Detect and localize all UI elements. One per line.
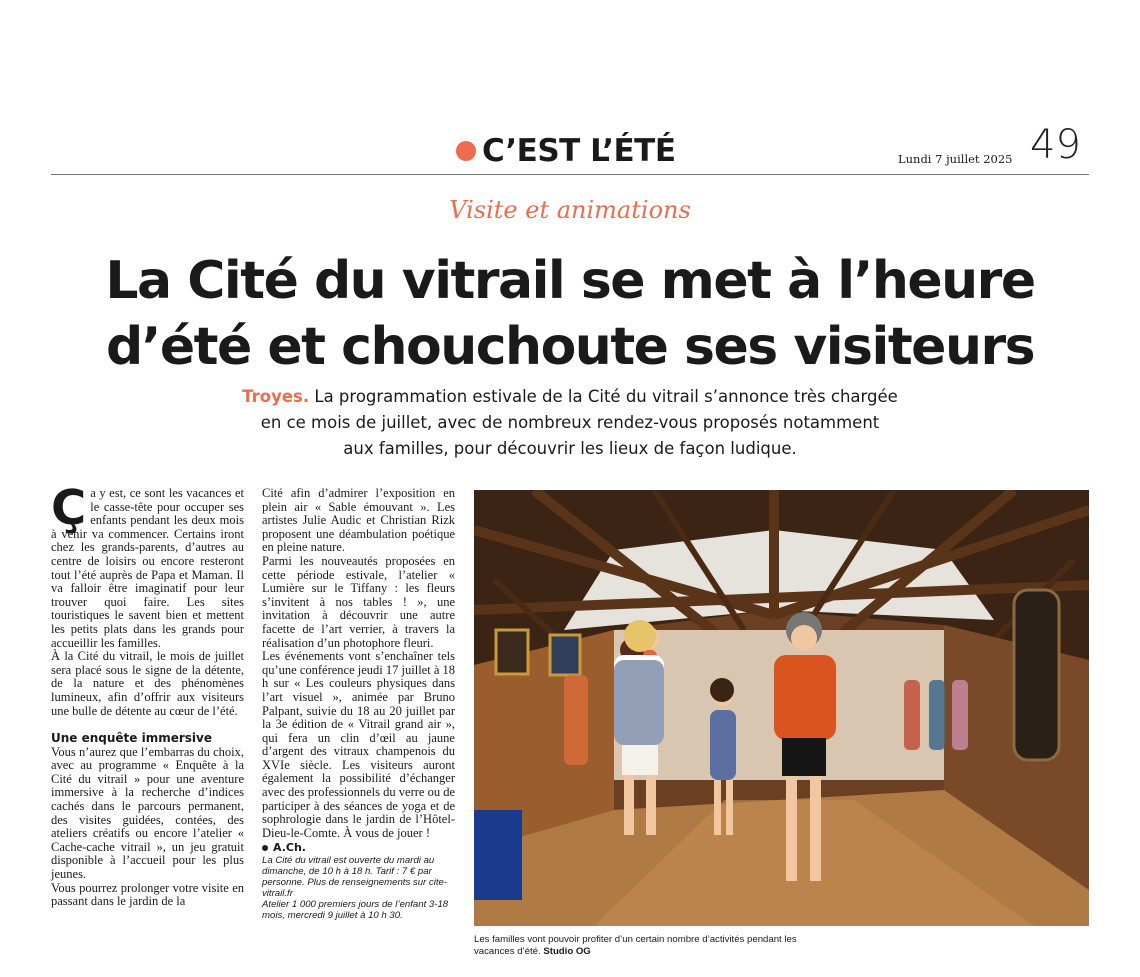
article-column-1 (51, 480, 244, 909)
rubric-label: C’EST L’ÉTÉ (482, 133, 676, 169)
lead-line: aux familles, pour découvrir les lieux de façon ludique. (343, 439, 797, 458)
drop-cap: Ç (51, 480, 87, 536)
paragraph: Vous n’aurez que l’embarras du choix, avec au programme « Enquête à la Cité du vitrail » pour une aventure immersive à la recherche d’indices cachés dans le parcours permanent, des visites guidées, contées, des ateliers créatifs ou encore l’atelier « Cache-cache vitrail », un jeu gratuit disponible à l’accueil pour les plus jeunes. (51, 744, 244, 882)
lead-line: La programmation estivale de la Cité du vitrail s’annonce très chargée (314, 387, 898, 406)
page-number: 49 (1030, 122, 1081, 168)
practical-info: Atelier 1 000 premiers jours de l’enfant 3-18 mois, mercredi 9 juillet à 10 h 30. (262, 899, 449, 922)
paragraph: Parmi les nouveautés proposées en cette période estivale, l’atelier « Lumière sur le Tiffany : les fleurs s’invitent à nos tables ! », une invitation à découvrir une autre facette de l’art verrier, à travers la réalisation d’un photophore fleuri. (262, 553, 455, 650)
issue-date: Lundi 7 juillet 2025 (898, 152, 1013, 166)
paragraph: Les événements vont s’enchaîner tels qu’une conférence jeudi 17 juillet à 18 h sur « Les couleurs physiques dans l’art visuel », animée par Bruno Palpant, suivie du 18 au 20 juillet par la 3e édition de « Vitrail grand air », qui fera un clin d’œil au jaune d’argent des vitraux champenois du XVIe siècle. Les visiteurs auront également la possibilité d’échanger avec des professionnels du verre ou de participer à des séances de yoga et de sophrologie dans le jardin de l’Hôtel-Dieu-le-Comte. À vous de jouer ! (262, 649, 455, 840)
photo-credit: Studio OG (543, 945, 591, 957)
header-divider (51, 174, 1089, 175)
article-lead (150, 384, 990, 462)
lead-line: en ce mois de juillet, avec de nombreux rendez-vous proposés notamment (260, 413, 880, 432)
paragraph: Cité afin d’admirer l’exposition en plein air « Sable émouvant ». Les artistes Julie Audic et Christian Rizk proposent une déambulation poétique en pleine nature. (262, 486, 455, 555)
headline-line: d’été et chouchoute ses visiteurs (105, 317, 1035, 377)
article-column-2 (262, 487, 455, 921)
signature-dot-icon (262, 845, 268, 851)
article-photo (474, 490, 1089, 926)
author-signature: A.Ch. (262, 841, 455, 855)
lead-place: Troyes. (242, 387, 310, 406)
practical-info: La Cité du vitrail est ouverte du mardi au dimanche, de 10 h à 18 h. Tarif : 7 € par personne. Plus de renseignements sur cite-vitrail.fr (262, 855, 448, 900)
article-kicker: Visite et animations (449, 196, 691, 224)
paragraph: Vous pourrez prolonger votre visite en passant dans le jardin de la (51, 880, 244, 909)
paragraph: À la Cité du vitrail, le mois de juillet sera placé sous le signe de la détente, de la nature et des phénomènes lumineux, afin d’offrir aux visiteurs une bulle de détente au cœur de l’été. (51, 649, 244, 718)
article-headline (40, 248, 1100, 380)
paragraph: Ça y est, ce sont les vacances et le casse-tête pour occuper ses enfants pendant les deux mois à venir va commencer. Certains iront chez les grands-parents, d’autres au centre de loisirs ou encore resteront tout l’été auprès de Papa et Maman. Il va falloir être imaginatif pour leur trouver quoi faire. Les sites touristiques le savent bien et mettent les petits plats dans les grands pour accueillir les familles. (51, 480, 244, 650)
article-subheading: Une enquête immersive (51, 731, 213, 746)
photo-caption: Les familles vont pouvoir profiter d’un certain nombre d’activités pendant les vacances d’été. Studio OG (474, 934, 797, 957)
headline-line: La Cité du vitrail se met à l’heure (105, 251, 1035, 311)
section-rubric (456, 129, 676, 173)
rubric-dot-icon (456, 141, 476, 161)
